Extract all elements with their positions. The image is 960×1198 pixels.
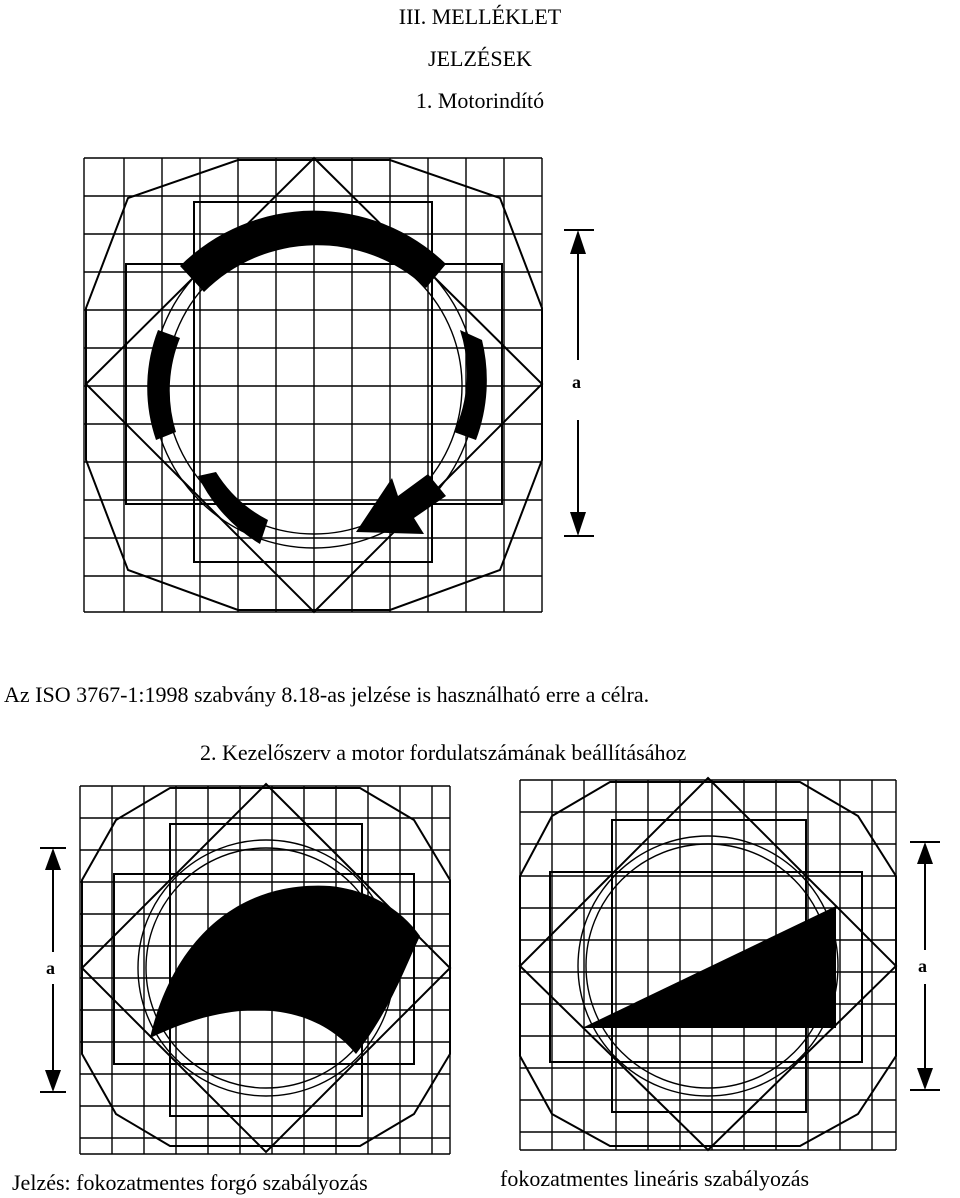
dimension-a-indicator <box>40 848 66 1092</box>
motor-starter-symbol <box>0 150 960 620</box>
caption-linear: fokozatmentes lineáris szabályozás <box>500 1166 810 1191</box>
starter-arc-segments <box>147 211 487 544</box>
section-title: JELZÉSEK <box>428 46 532 71</box>
item-1-heading: 1. Motorindító <box>415 88 545 113</box>
linear-control-symbol <box>500 776 960 1156</box>
item-2-heading: 2. Kezelőszerv a motor fordulatszámának beállításához <box>200 740 687 765</box>
dimension-label-a: a <box>46 958 55 978</box>
dimension-a-indicator <box>564 230 594 536</box>
rotary-control-symbol <box>0 780 460 1160</box>
appendix-title: III. MELLÉKLET <box>398 4 562 29</box>
iso-note: Az ISO 3767-1:1998 szabvány 8.18-as jelzése is használható erre a célra. <box>4 682 650 707</box>
linear-wedge <box>582 906 836 1028</box>
dimension-a-indicator <box>910 842 940 1090</box>
caption-rotary: Jelzés: fokozatmentes forgó szabályozás <box>12 1170 368 1195</box>
dimension-label-a: a <box>572 372 581 392</box>
rotary-sector <box>150 886 420 1054</box>
dimension-label-a: a <box>918 956 927 976</box>
